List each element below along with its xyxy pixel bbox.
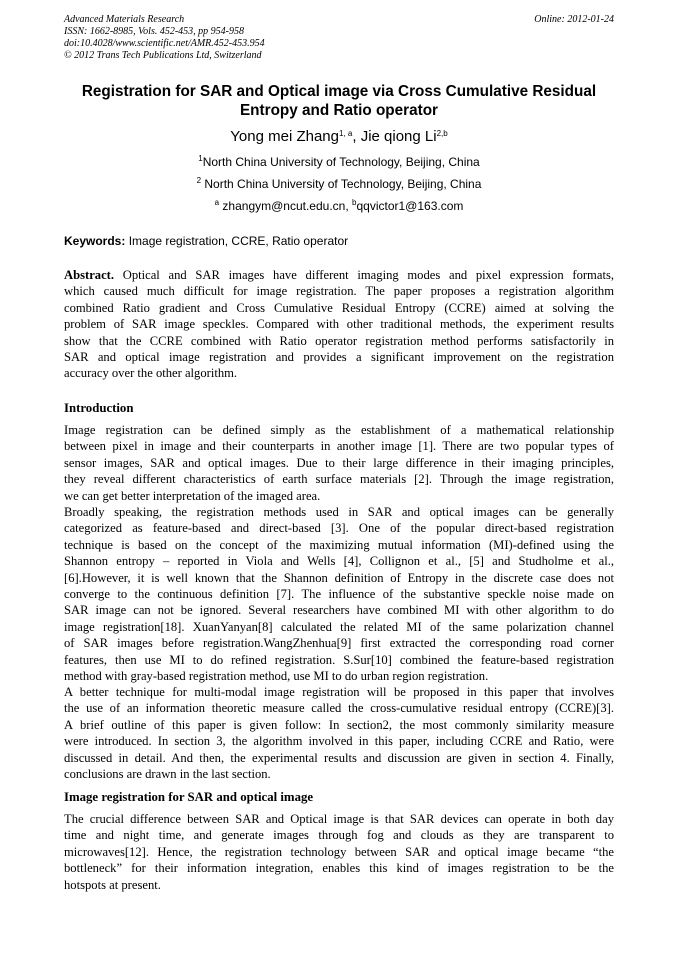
affiliation-1-mark: 1	[198, 154, 203, 163]
text-line: the use of an information theoretic measure called the cross-cumulative residual entropy (CCRE)[3].	[64, 701, 614, 716]
title-line-1: Registration for SAR and Optical image via Cross Cumulative Residual	[81, 83, 597, 100]
online-date: Online: 2012-01-24	[534, 14, 614, 25]
text-line: [6].However, it is well known that the Shannon definition of Entropy in the discrete case does not	[64, 570, 614, 585]
abstract-line: SAR and optical image registration and provides a significant improvement on the registration	[64, 349, 614, 364]
author-emails	[0, 199, 678, 214]
issn-line: ISSN: 1662-8985, Vols. 452-453, pp 954-958	[64, 26, 244, 37]
text-line: A better technique for multi-modal image registration will be proposed in this paper that involves	[64, 685, 614, 699]
copyright-line: © 2012 Trans Tech Publications Ltd, Switzerland	[64, 50, 262, 61]
abstract-paragraph	[64, 267, 614, 382]
affiliation-1	[0, 155, 678, 170]
text-line: we can get better interpretation of the imaged area.	[64, 488, 321, 503]
abstract-line: combined Ratio gradient and Cross Cumulative Residual Entropy (CCRE) aimed at solving the	[64, 300, 614, 315]
text-line: were introduced. In section 3, the algorithm involved in this paper, including CCRE and Ratio, were	[64, 734, 614, 749]
text-line: A brief outline of this paper is given follow: In section2, the most commonly similarity measure	[64, 717, 614, 732]
author-2-affil: 2,b	[436, 129, 448, 138]
paper-title	[50, 82, 628, 120]
journal-name: Advanced Materials Research	[64, 14, 185, 25]
keywords-label: Keywords:	[64, 234, 126, 248]
text-line: technique is based on the concept of the maximizing mutual information (MI)-defined using the	[64, 537, 614, 552]
text-line: hotspots at present.	[64, 877, 161, 892]
email-a-mark: a	[214, 198, 220, 207]
introduction-heading: Introduction	[64, 401, 134, 415]
text-line: Shannon entropy – reported in Viola and Wells [4], Collignon et al., [5] and Studholme et al.,	[64, 554, 614, 569]
text-line: microwaves[12]. Hence, the registration technology between SAR and optical image became “the	[64, 844, 614, 859]
abstract-line: show that the CCRE combined with Ratio operator registration method performs satisfactorily in	[64, 333, 614, 348]
text-line: categorized as feature-based and direct-based [3]. One of the popular direct-based registration	[64, 521, 614, 536]
section-2-paragraph-1	[64, 811, 614, 893]
author-1-affil: 1, a	[339, 129, 353, 138]
text-line: sensor images, SAR and optical images. Due to their large difference in their imaging principles,	[64, 455, 614, 470]
affiliation-2	[0, 177, 678, 192]
text-line: bottleneck” for their information integration, enables this kind of images registration to be the	[64, 861, 614, 876]
text-line: they reveal different characteristics of earth surface materials [2]. Through the image registration,	[64, 472, 614, 487]
section-2-heading: Image registration for SAR and optical image	[64, 790, 314, 804]
affiliation-2-mark: 2	[196, 176, 202, 185]
abstract-line: accuracy over the other algorithm.	[64, 366, 238, 381]
email-b-mark: b	[352, 198, 357, 207]
text-line: time and night time, and generate images through fog and clouds as they are transparent to	[64, 828, 614, 843]
affiliation-2-text: North China University of Technology, Beijing, China	[204, 177, 482, 191]
text-line: features, then use MI to do refined registration. S.Sur[10] combined the feature-based registration	[64, 652, 614, 667]
text-line: conclusions are drawn in the last section.	[64, 766, 271, 781]
author-2: Jie qiong Li	[360, 128, 437, 145]
abstract-line: which caused much difficult for image registration. The paper proposes a registration algorithm	[64, 284, 614, 299]
keywords-text: Image registration, CCRE, Ratio operator	[125, 234, 349, 248]
affiliation-1-text: North China University of Technology, Beijing, China	[202, 155, 480, 169]
text-line: SAR image can not be ignored. Several researchers have combined MI with other algorithm to do	[64, 603, 614, 618]
introduction-paragraph-3	[64, 684, 614, 782]
text-line: Image registration can be defined simply as the establishment of a mathematical relationship	[64, 423, 614, 437]
author-separator: ,	[352, 128, 361, 145]
doi-line: doi:10.4028/www.scientific.net/AMR.452-453.954	[64, 38, 265, 49]
abstract-line: Abstract. Optical and SAR images have different imaging modes and pixel expression formats,	[64, 268, 614, 282]
abstract-line: problem of SAR image speckles. Compared with other traditional methods, the experiment results	[64, 317, 614, 332]
text-line: method with gray-based registration method, use MI to do urban region registration.	[64, 668, 489, 683]
text-line: Broadly speaking, the registration methods used in SAR and optical images can be generally	[64, 505, 614, 519]
introduction-paragraph-1	[64, 422, 614, 504]
author-1: Yong mei Zhang	[230, 128, 339, 145]
text-line: discussed in detail. And then, the experimental results and discussion are given in section 4. Finally,	[64, 750, 614, 765]
abstract-label: Abstract.	[64, 268, 115, 282]
keywords	[64, 234, 614, 249]
text-line: between pixel in image and their counterparts in another image [1]. There are two popular types of	[64, 439, 614, 454]
email-b[interactable]: qqvictor1@163.com	[356, 199, 464, 213]
text-line: converge to the continuous definition [7]. The influence of the substantive speckle noise made on	[64, 586, 614, 601]
email-a[interactable]: zhangym@ncut.edu.cn,	[222, 199, 353, 213]
text-line: The crucial difference between SAR and Optical image is that SAR devices can operate in both day	[64, 812, 614, 826]
author-list	[0, 127, 678, 147]
text-line: of SAR images before registration.WangZhenhua[9] first extracted the corresponding road corner	[64, 636, 614, 651]
running-header	[64, 14, 614, 62]
text-line: image registration[18]. XuanYanyan[8] calculated the related MI of the same polarization channel	[64, 619, 614, 634]
title-line-2: Entropy and Ratio operator	[239, 102, 439, 119]
introduction-paragraph-2	[64, 504, 614, 684]
